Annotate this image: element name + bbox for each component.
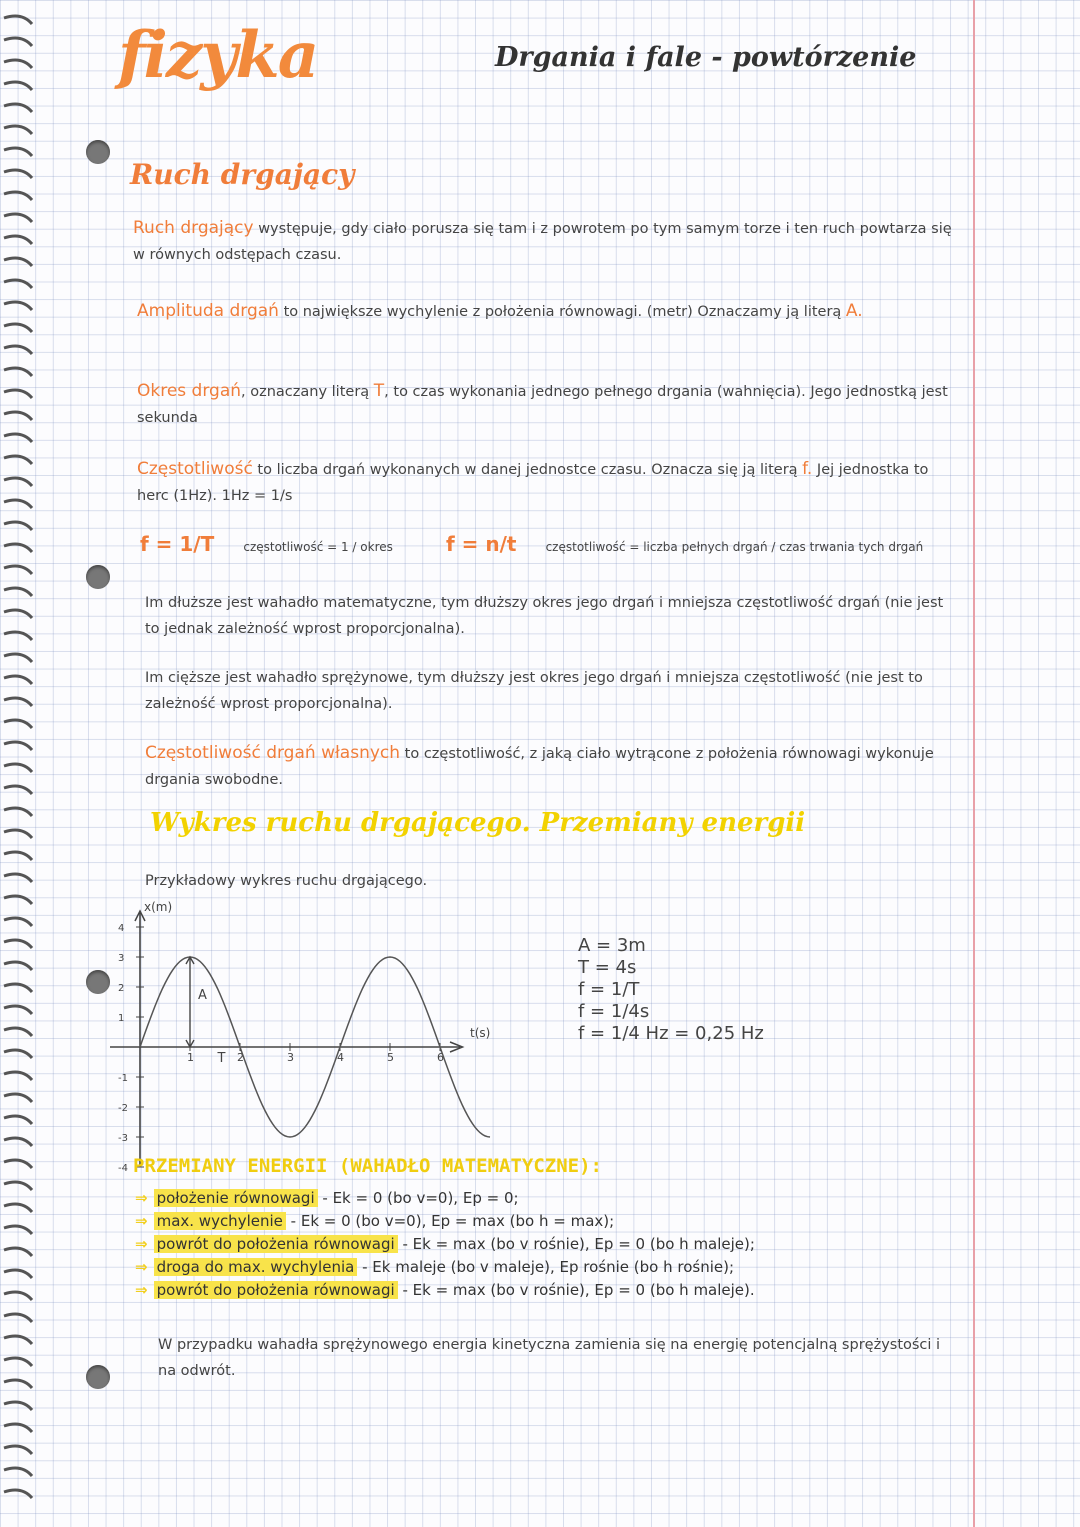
energy-item (135, 1279, 965, 1302)
energy-item (135, 1233, 965, 1256)
spiral-ring (4, 830, 32, 838)
x-axis-label: t(s) (470, 1026, 491, 1040)
energy-text: - Ek = 0 (bo v=0), Ep = 0; (322, 1189, 519, 1207)
energy-text: - Ek = max (bo v rośnie), Ep = 0 (bo h maleje). (402, 1281, 755, 1299)
letter-amplitude: A. (845, 301, 863, 321)
spiral-ring (4, 522, 32, 530)
letter-period: T (373, 381, 385, 401)
punch-hole (86, 970, 110, 994)
text-amplitude: to największe wychylenie z położenia równowagi. (metr) Oznaczamy ją literą (283, 304, 842, 320)
energy-list (135, 1187, 965, 1302)
spiral-ring (4, 654, 32, 662)
value-line: A = 3m (578, 935, 646, 956)
punch-hole (86, 140, 110, 164)
spiral-ring (4, 566, 32, 574)
formula-f-n-over-t: f = n/t (445, 532, 517, 556)
spiral-ring (4, 1270, 32, 1278)
spiral-ring (4, 918, 32, 926)
text-frequency-2: Jej jednostka to herc (1Hz). 1Hz = 1/s (137, 462, 929, 504)
section-heading-graph: Wykres ruchu drgającego. Przemiany energii (150, 808, 806, 838)
energy-item (135, 1256, 965, 1279)
spiral-ring (4, 1094, 32, 1102)
energy-label: powrót do położenia równowagi (154, 1281, 398, 1299)
paragraph-pendulum: Im dłuższe jest wahadło matematyczne, tym dłuższy okres jego drgań i mniejsza częstotliwość drgań (nie jest to jednak zależność wprost proporcjonalna). (145, 595, 944, 637)
spiral-ring (4, 478, 32, 486)
paragraph-oscillation (133, 215, 953, 268)
text-oscillation: występuje, gdy ciało porusza się tam i z powrotem po tym samym torze i ten ruch powtarza się w równych odstępach czasu. (133, 221, 952, 263)
y-axis-label: x(m) (144, 900, 173, 914)
spiral-ring (4, 720, 32, 728)
spiral-ring (4, 940, 32, 948)
value-line: f = 1/4 Hz = 0,25 Hz (578, 1023, 764, 1044)
energy-label: max. wychylenie (154, 1212, 286, 1230)
energy-label: położenie równowagi (154, 1189, 318, 1207)
x-tick-label: 5 (387, 1051, 394, 1064)
paragraph-natural-frequency (145, 740, 955, 793)
spiral-ring (4, 1468, 32, 1476)
spiral-ring (4, 368, 32, 376)
spiral-ring (4, 192, 32, 200)
spiral-ring (4, 544, 32, 552)
energy-item (135, 1210, 965, 1233)
spiral-ring (4, 852, 32, 860)
margin-line (973, 0, 975, 1527)
spiral-ring (4, 456, 32, 464)
paragraph-spring: Im cięższe jest wahadło sprężynowe, tym dłuższy jest okres jego drgań i mniejsza częstotliwość (nie jest to zależność wprost proporcjonalna). (145, 670, 923, 712)
arrow-right-icon: ⇒ (135, 1258, 148, 1276)
spiral-ring (4, 126, 32, 134)
spiral-binding (0, 10, 40, 1510)
spiral-ring (4, 874, 32, 882)
spiral-ring (4, 742, 32, 750)
annotation-period: T (217, 1051, 226, 1066)
term-period: Okres drgań (137, 381, 242, 401)
spiral-ring (4, 786, 32, 794)
energy-label: powrót do położenia równowagi (154, 1235, 398, 1253)
section-heading-oscillation: Ruch drgający (130, 158, 355, 191)
formula-row (140, 532, 923, 556)
arrow-right-icon: ⇒ (135, 1281, 148, 1299)
punch-hole (86, 1365, 110, 1389)
spiral-ring (4, 1402, 32, 1410)
term-oscillation: Ruch drgający (133, 218, 254, 238)
paragraph-amplitude (137, 298, 957, 325)
energy-text: - Ek = max (bo v rośnie), Ep = 0 (bo h maleje); (402, 1235, 755, 1253)
spiral-ring (4, 808, 32, 816)
spiral-ring (4, 1006, 32, 1014)
page-title: fizyka (118, 18, 318, 93)
spiral-ring (4, 1314, 32, 1322)
spiral-ring (4, 1160, 32, 1168)
y-tick-label: 4 (118, 923, 125, 934)
formula-desc-1: częstotliwość = 1 / okres (243, 540, 393, 554)
energy-text: - Ek maleje (bo v maleje), Ep rośnie (bo h rośnie); (362, 1258, 735, 1276)
text-frequency: to liczba drgań wykonanych w danej jednostce czasu. Oznacza się ją literą (257, 462, 798, 478)
arrow-right-icon: ⇒ (135, 1235, 148, 1253)
page-subtitle: Drgania i fale - powtórzenie (495, 42, 917, 73)
spiral-ring (4, 1248, 32, 1256)
spiral-ring (4, 1336, 32, 1344)
spiral-ring (4, 148, 32, 156)
energy-label: droga do max. wychylenia (154, 1258, 358, 1276)
spiral-ring (4, 1204, 32, 1212)
formula-f-1-over-t: f = 1/T (140, 532, 215, 556)
y-tick-label: -3 (118, 1133, 128, 1144)
text-period-2: , to czas wykonania jednego pełnego drgania (wahnięcia). Jego jednostką jest sekunda (137, 384, 948, 426)
graph-intro: Przykładowy wykres ruchu drgającego. (145, 873, 428, 889)
spiral-ring (4, 1226, 32, 1234)
spiral-ring (4, 1358, 32, 1366)
spiral-ring (4, 610, 32, 618)
spiral-ring (4, 1028, 32, 1036)
spiral-ring (4, 1050, 32, 1058)
spiral-ring (4, 1138, 32, 1146)
spiral-ring (4, 632, 32, 640)
spiral-ring (4, 390, 32, 398)
spiral-ring (4, 236, 32, 244)
y-tick-label: -4 (118, 1163, 128, 1174)
spiral-ring (4, 676, 32, 684)
spiral-ring (4, 258, 32, 266)
spiral-ring (4, 764, 32, 772)
formula-desc-2: częstotliwość = liczba pełnych drgań / czas trwania tych drgań (545, 540, 924, 554)
x-tick-label: 4 (337, 1051, 344, 1064)
y-tick-label: 1 (118, 1013, 125, 1024)
arrow-right-icon: ⇒ (135, 1189, 148, 1207)
energy-item (135, 1187, 965, 1210)
term-amplitude: Amplituda drgań (137, 301, 279, 321)
value-line: T = 4s (578, 957, 637, 978)
spiral-ring (4, 434, 32, 442)
spiral-ring (4, 324, 32, 332)
spiral-ring (4, 1292, 32, 1300)
spiral-ring (4, 214, 32, 222)
y-tick-label: -1 (118, 1073, 128, 1084)
spiral-ring (4, 1446, 32, 1454)
arrow-right-icon: ⇒ (135, 1212, 148, 1230)
term-frequency: Częstotliwość (137, 459, 253, 479)
spiral-ring (4, 588, 32, 596)
punch-hole (86, 565, 110, 589)
y-tick-label: 2 (118, 983, 125, 994)
spiral-ring (4, 1490, 32, 1498)
spiral-ring (4, 896, 32, 904)
value-line: f = 1/T (578, 979, 640, 1000)
spiral-ring (4, 346, 32, 354)
spiral-ring (4, 38, 32, 46)
spiral-ring (4, 500, 32, 508)
spiral-ring (4, 1380, 32, 1388)
paragraph-period (137, 378, 957, 431)
text-natural-frequency: to częstotliwość, z jaką ciało wytrącone z położenia równowagi wykonuje drgania swobodne. (145, 746, 934, 788)
value-line: f = 1/4s (578, 1001, 650, 1022)
spiral-ring (4, 1424, 32, 1432)
spiral-ring (4, 60, 32, 68)
spiral-ring (4, 1116, 32, 1124)
spiral-ring (4, 698, 32, 706)
letter-frequency: f. (802, 459, 813, 479)
text-period: , oznaczany literą (241, 384, 370, 400)
x-tick-label: 1 (187, 1051, 194, 1064)
chart-values (578, 935, 764, 1045)
spiral-ring (4, 104, 32, 112)
term-natural-frequency: Częstotliwość drgań własnych (145, 743, 401, 763)
spiral-ring (4, 16, 32, 24)
spiral-ring (4, 170, 32, 178)
energy-text: - Ek = 0 (bo v=0), Ep = max (bo h = max); (290, 1212, 615, 1230)
x-tick-label: 3 (287, 1051, 294, 1064)
spiral-ring (4, 82, 32, 90)
spiral-ring (4, 1072, 32, 1080)
x-tick-label: 2 (237, 1051, 244, 1064)
spiral-ring (4, 302, 32, 310)
spiral-ring (4, 280, 32, 288)
y-tick-label: 3 (118, 953, 125, 964)
spiral-ring (4, 962, 32, 970)
spiral-ring (4, 1182, 32, 1190)
paragraph-spring-energy: W przypadku wahadła sprężynowego energia kinetyczna zamienia się na energię potencjalną sprężystości i na odwrót. (158, 1337, 941, 1379)
paragraph-frequency (137, 456, 957, 509)
section-heading-energy: PRZEMIANY ENERGII (WAHADŁO MATEMATYCZNE): (133, 1155, 602, 1177)
x-tick-label: 6 (437, 1051, 444, 1064)
y-tick-label: -2 (118, 1103, 128, 1114)
spiral-ring (4, 412, 32, 420)
spiral-ring (4, 984, 32, 992)
annotation-amplitude: A (198, 988, 207, 1003)
